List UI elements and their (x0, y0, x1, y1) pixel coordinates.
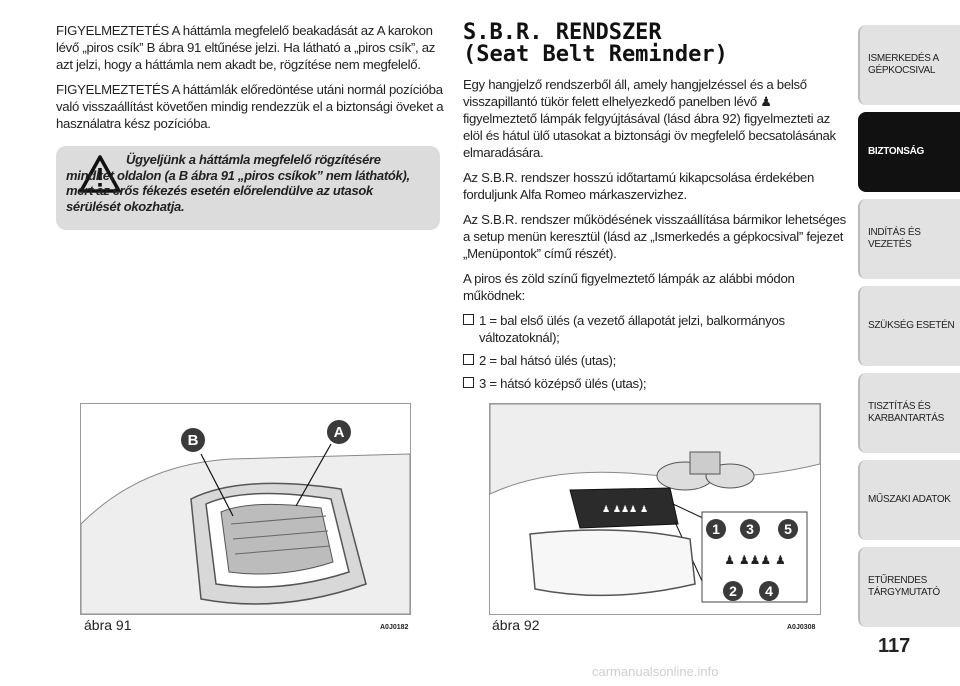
figure-91-code: A0J0182 (380, 624, 409, 631)
label-b: B (187, 432, 199, 449)
page-number: 117 (878, 635, 911, 657)
figure-92-caption: ábra 92 (492, 617, 540, 633)
section-title (463, 22, 848, 66)
tab-targymutato[interactable]: ETŰRENDES TÁRGYMUTATÓ (858, 547, 960, 627)
tab-ismerkedes[interactable]: ISMERKEDÉS A GÉPKOCSIVAL (858, 25, 960, 105)
badge-1: 1 (712, 521, 720, 537)
tab-szukseg[interactable]: SZÜKSÉG ESETÉN (858, 286, 960, 366)
list-item: 3 = hátsó középső ülés (utas); (463, 375, 848, 392)
figure-92 (489, 403, 821, 615)
checkbox-bullet-icon (463, 354, 474, 365)
tab-muszaki[interactable]: MŰSZAKI ADATOK (858, 460, 960, 540)
svg-text:♟ ♟♟♟ ♟: ♟ ♟♟♟ ♟ (724, 553, 786, 567)
sbr-paragraph-1: Egy hangjelző rendszerből áll, amely hangjelzéssel és a belső visszapillantó tükör felett elhelyezkedő panelben lévő ♟ figyelmeztető lámpák felgyújtásával (lásd ábra 92) figyelmezteti az elöl és hátul ülő utasokat a biztonsági öv megfelelő becsatolásának elmaradására. (463, 77, 836, 160)
badge-3: 3 (746, 521, 754, 537)
sbr-paragraph-4: A piros és zöld színű figyelmeztető lámpák az alábbi módon működnek: (463, 271, 795, 303)
figure-91-caption: ábra 91 (84, 617, 132, 633)
left-column (56, 22, 448, 230)
figure-91 (80, 403, 411, 615)
right-column (463, 22, 848, 398)
warning-paragraph-2: FIGYELMEZTETÉS A háttámlák előredöntése utáni normál pozícióba való visszaállítást követően mindig rendezzük el a biztonsági öveket a használatra kész pozícióba. (56, 82, 444, 131)
footer-watermark: carmanualsonline.info (592, 664, 719, 679)
figure-92-code: A0J0308 (787, 624, 816, 631)
checkbox-bullet-icon (463, 314, 474, 325)
checkbox-bullet-icon (463, 377, 474, 388)
list-item: 2 = bal hátsó ülés (utas); (463, 352, 848, 369)
sbr-paragraph-2: Az S.B.R. rendszer hosszú időtartamú kikapcsolása érdekében forduljunk Alfa Romeo márkaszervizhez. (463, 170, 815, 202)
section-title-line2: (Seat Belt Reminder) (463, 42, 728, 67)
tab-inditas[interactable]: INDÍTÁS ÉS VEZETÉS (858, 199, 960, 279)
warning-text: Ügyeljünk a háttámla megfelelő rögzítésére mindkét oldalon (a B ábra 91 „piros csíkok” nem láthatók), mert az erős fékezés esetén előrelendülve az utasok sérülését okozhatja. (66, 152, 410, 214)
sbr-paragraph-3: Az S.B.R. rendszer működésének visszaállítása bármikor lehetséges a setup menün keresztül (lásd az „Ismerkedés a gépkocsival” fejezet „Menüpontok” című részét). (463, 212, 846, 261)
badge-4: 4 (765, 583, 773, 599)
seat-backrest-illustration (81, 404, 410, 614)
tab-tisztitas[interactable]: TISZTÍTÁS ÉS KARBANTARTÁS (858, 373, 960, 453)
tab-biztonsag[interactable]: BIZTONSÁG (858, 112, 960, 192)
badge-2: 2 (729, 583, 737, 599)
list-item: 1 = bal első ülés (a vezető állapotát jelzi, balkormányos változatoknál); (463, 312, 848, 346)
warning-box (56, 146, 440, 230)
chapter-sidebar (858, 25, 960, 634)
badge-5: 5 (784, 521, 792, 537)
warning-paragraph-1: FIGYELMEZTETÉS A háttámla megfelelő beakadását az A karokon lévő „piros csík” B ábra 91 eltűnése jelzi. Ha látható a „piros csík”, az azt jelzi, hogy a háttámla nem akadt be, rögzítése nem megfelelő. (56, 23, 436, 72)
sbr-panel-illustration (490, 404, 820, 614)
label-a: A (333, 424, 345, 441)
section-title-line1: S.B.R. RENDSZER (463, 20, 662, 45)
svg-text:♟ ♟♟♟ ♟: ♟ ♟♟♟ ♟ (601, 505, 649, 515)
